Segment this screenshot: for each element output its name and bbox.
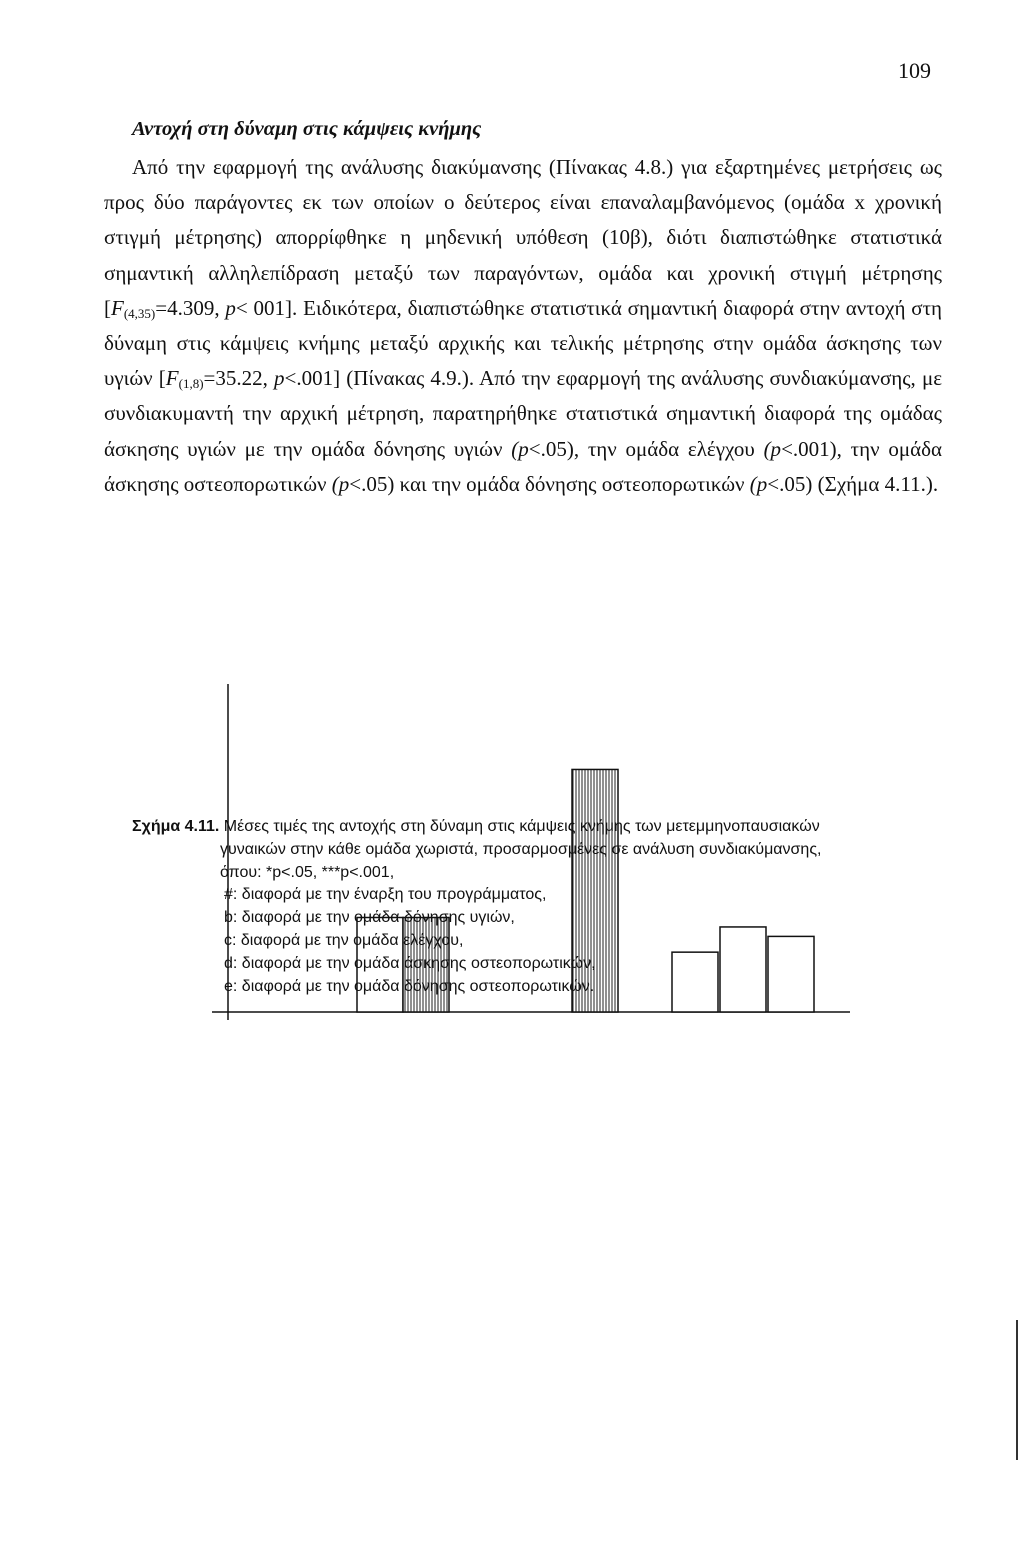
caption-text: Μέσες τιμές της αντοχής στη δύναμη στις κάμψεις κνήμης των μετεμμηνοπαυσιακών <box>219 818 820 835</box>
text-run: Από την εφαρμογή της ανάλυσης συνδιακύμανσης, με συνδιακυμαντή την αρχική μέτρηση, παρατηρήθηκε στατιστικά σημαντική διαφορά της ομάδας άσκησης υγιών με την ομάδα δόνησης υγιών <box>104 366 943 461</box>
body-paragraph <box>104 150 942 502</box>
f-subscript: (4,35) <box>123 305 156 321</box>
p-symbol: (p <box>749 471 768 496</box>
text-run: < 001]. Ειδικότερα, διαπιστώθηκε στατιστικά σημαντική διαφορά στην αντοχή στη δύναμη στις κάμψεις κνήμης μεταξύ αρχικής και τελικής μέτρησης στην ομάδα άσκησης των υγιών [ <box>104 295 942 391</box>
text-run: <.001), την ομάδα άσκησης οστεοπορωτικών <box>104 436 942 496</box>
legend-item: #: διαφορά με την έναρξη του προγράμματος, <box>224 886 547 904</box>
legend-item: c: διαφορά με την ομάδα ελέγχου, <box>224 931 464 949</box>
f-symbol: F <box>165 366 179 391</box>
margin-rule <box>1016 1320 1018 1460</box>
legend-item: d: διαφορά με την ομάδα άσκησης οστεοπορωτικών, <box>224 954 596 972</box>
f-subscript: (1,8) <box>178 376 204 392</box>
text-run: Από την εφαρμογή της ανάλυσης διακύμανσης (Πίνακας 4.8.) για εξαρτημένες μετρήσεις ως προς δύο παράγοντες εκ των οποίων ο δεύτερος είναι επαναλαμβανόμενος (ομάδα x χρονική στιγμή μέτρησης) απορρίφθηκε η μηδενική υπόθεση (10β), διότι διαπιστώθηκε στατιστικά σημαντική αλληλεπίδραση μεταξύ των παραγόντων, ομάδα και χρονική στιγμή μέτρησης [ <box>104 155 942 320</box>
figure-caption <box>132 816 962 998</box>
text-run: <.05) και την ομάδα δόνησης οστεοπορωτικών <box>349 471 750 496</box>
f-symbol: F <box>111 295 124 320</box>
text-run: =4.309, <box>155 295 226 320</box>
legend-item: e: διαφορά με την ομάδα δόνησης οστεοπορωτικών. <box>224 977 595 995</box>
text-run: <.05) (Σχήμα 4.11.). <box>767 471 939 496</box>
caption-label: Σχήμα 4.11. <box>132 818 220 835</box>
p-symbol: (p <box>331 471 350 496</box>
p-symbol: p <box>274 366 285 391</box>
text-run: <.05), την ομάδα ελέγχου <box>528 436 764 461</box>
page-number: 109 <box>898 58 931 83</box>
legend-item: b: διαφορά με την ομάδα δόνησης υγιών, <box>224 909 515 927</box>
p-symbol: p <box>225 295 236 320</box>
caption-text: όπου: *p<.05, ***p<.001, <box>220 863 395 881</box>
section-heading: Αντοχή στη δύναμη στις κάμψεις κνήμης <box>132 118 482 140</box>
caption-text: γυναικών στην κάθε ομάδα χωριστά, προσαρμοσμένες σε ανάλυση συνδιακύμανσης, <box>220 840 822 858</box>
text-run: <.001] (Πίνακας 4.9.). <box>284 366 475 391</box>
p-symbol: (p <box>511 436 529 461</box>
p-symbol: (p <box>763 436 782 461</box>
text-run: =35.22, <box>203 366 275 391</box>
